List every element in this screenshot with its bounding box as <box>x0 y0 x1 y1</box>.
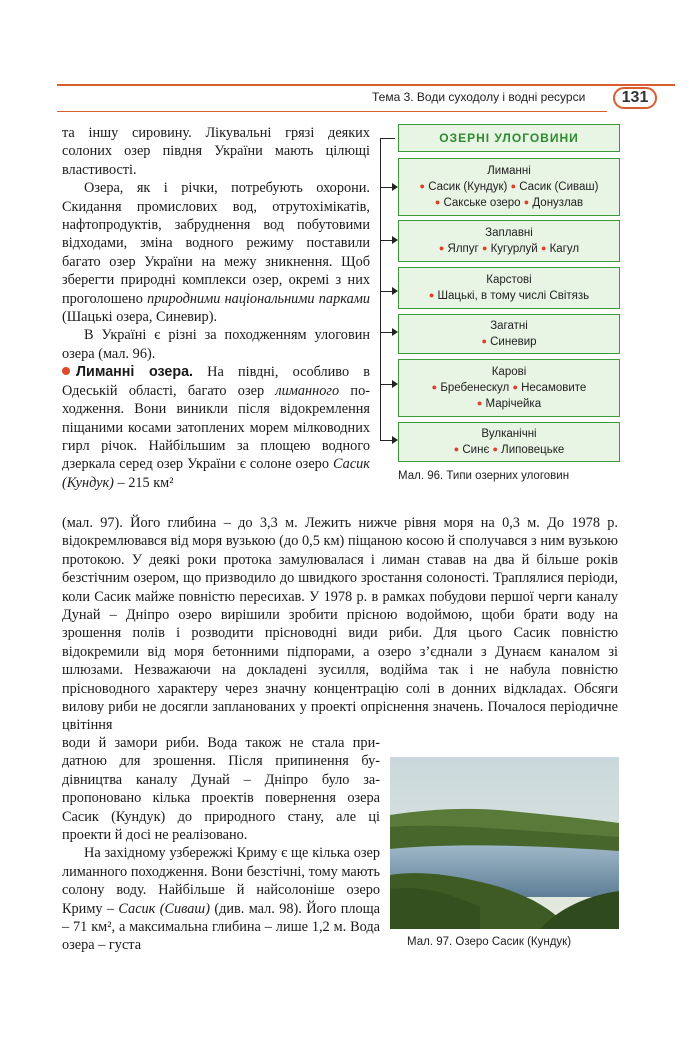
bullet-icon: ● <box>510 181 517 191</box>
bullet-icon: ● <box>476 398 483 408</box>
text-column-bottom <box>62 734 380 955</box>
header-rule <box>57 84 675 86</box>
diagram-box-vulkanichni: Вулканічні ● Синє ● Липовецьке <box>398 422 620 462</box>
figure-caption: Мал. 96. Типи озерних улоговин <box>398 470 570 482</box>
paragraph: (мал. 97). Його глибина – до 3,3 м. Лежить нижче рівня моря на 0,3 м. До 1978 р. відокремлювався від моря вузькою (до 0,5 км) піщаною косою й сполучався з ним вузькою протокою. У деякі роки протока замулювалася і лиман ставав на два й більше років безстічним озером, що призводило до швидкого зростання солоності. Траплялися періоди, коли Сасик майже повністю пересихав. У 1978 р. в рамках побудови першої черги каналу Дунай – Дніпро озеро вирішили зробити прісною водоймою, щоби брати воду на зрошення полів і розводити пріcноводні види риби. Для цього Сасик повністю відокремили від моря бетонними підпорами, а озеро з’єднали з Дунаєм каналом зі шлюзами. Незважаючи на докладені зусилля, водійма так і не набула повністю прісноводного характеру через значну концентрацію солі в донних відкладах. Обсяги вилову риби не досягли запланованих у проекті опріснення значень. Почалося періодичне цвітіння <box>62 515 618 734</box>
bullet-icon: ● <box>453 444 460 454</box>
bullet-icon: ● <box>428 290 435 300</box>
diagram-box-lymanni: Лиманні ● Сасик (Кундук) ● Сасик (Сиваш) ● Сакське озеро ● Донузлав <box>398 158 620 216</box>
section-title: Тема 3. Води суходолу і водні ресурси <box>372 90 586 104</box>
paragraph: води й замори риби. Вода також не стала придатною для зрошення. Після припинення будівництва каналу Дунай – Дніпро було запропоновано кілька проектів повернення озера Сасик (Кундук) до природного стану, але ці проекти й досі не реалізовано. <box>62 735 380 844</box>
bullet-icon: ● <box>523 197 530 207</box>
diagram-title: ОЗЕРНІ УЛОГОВИНИ <box>439 131 579 145</box>
paragraph: Озера, як і річки, потребують охорони. Скидання промислових вод, отрутохімікатів, нафтопродуктів, забруднення вод побутовими відходами, зміна водного режиму поставили багато озер України на межу зникнення. Щоб зберегти природні комплекси озер, окремі з них проголошено природними національними парками (Шацькі озера, Синевир). <box>62 180 370 326</box>
text-full-width <box>62 514 618 735</box>
box-heading: Загатні <box>490 320 528 332</box>
box-heading: Вулканічні <box>481 428 537 440</box>
diagram-box-zagatni: Загатні ● Синевир <box>398 314 620 354</box>
page-number: 131 <box>613 87 657 109</box>
bullet-icon: ● <box>492 444 498 454</box>
bullet-icon: ● <box>434 197 441 207</box>
bullet-icon: ● <box>431 382 438 392</box>
box-heading: Карові <box>491 366 527 378</box>
bullet-icon: ● <box>438 243 445 253</box>
lake-illustration <box>390 757 619 929</box>
bullet-icon: ● <box>512 382 518 392</box>
diagram-box-karstovi: Карстові ● Шацькі, в тому числі Світязь <box>398 267 620 309</box>
diagram-connector <box>380 138 395 139</box>
bullet-icon: ● <box>419 181 425 191</box>
bullet-icon: ● <box>481 243 488 253</box>
italic-term: природними національними парками <box>147 290 370 307</box>
paragraph: та іншу сировину. Лікувальні грязі деяких солоних озер півдня України мають цілющі властивості. <box>62 125 370 178</box>
bullet-icon: ● <box>481 336 487 346</box>
bullet-icon <box>62 367 70 375</box>
diagram-connector <box>380 138 381 440</box>
bullet-icon: ● <box>540 243 547 253</box>
subheading: Лиманні озера. <box>76 364 194 381</box>
text-column-top <box>62 124 370 492</box>
paragraph: На західному узбережжі Криму є ще кілька озер лиманного походження. Вони безстічні, тому мають солону воду. Найбільше й найсолоніше озеро Криму – Сасик (Сиваш) (див. мал. 98). Його площа – 71 км², а максимальна глибина – лише 1,2 м. Вода озера – густа <box>62 845 381 954</box>
lake-photo <box>390 757 619 929</box>
header-rule-lower <box>57 111 607 112</box>
diagram-box-zaplavni: Заплавні ● Ялпуг ● Кугурлуй ● Кагул <box>398 220 620 262</box>
figure-caption: Мал. 97. Озеро Сасик (Кундук) <box>407 936 572 948</box>
paragraph: В Україні є різні за походженням улоговин озера (мал. 96). <box>62 327 370 362</box>
box-heading: Карстові <box>486 274 532 286</box>
box-heading: Лиманні <box>487 165 531 177</box>
paragraph: Лиманні озера. На півдні, особливо в Одеській області, багато озер лиманного походження. Вони виникли після відокремлення піщаними косами затоплених морем мілководних гирл річок. Найбільшим за площею водного дзеркала серед озер України є солоне озеро Сасик (Кундук) – 215 км² <box>62 364 370 491</box>
box-heading: Заплавні <box>485 227 533 239</box>
diagram-title-box <box>398 124 620 152</box>
diagram-box-karovi: Карові ● Бребенескул ● Несамовите ● Марічейка <box>398 359 620 417</box>
